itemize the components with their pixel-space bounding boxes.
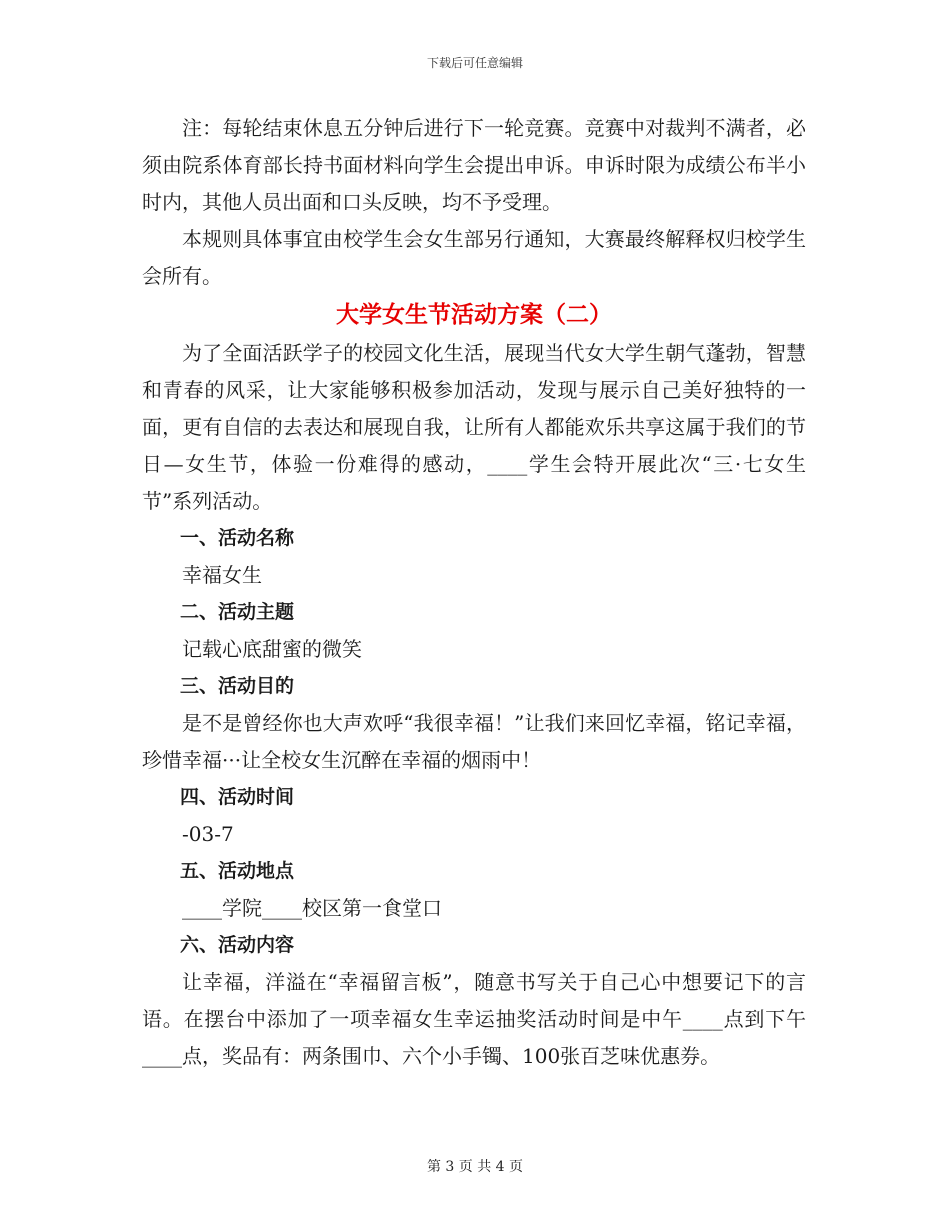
section-heading-purpose: 三、活动目的 [180,675,295,697]
section-body-location: ____学院____校区第一食堂口 [182,896,442,920]
section-heading-theme: 二、活动主题 [180,601,295,623]
header-note: 下载后可任意编辑 [426,56,523,70]
document-title: 大学女生节活动方案（二） [336,301,612,328]
section-heading-name: 一、活动名称 [180,527,295,549]
paragraph-intro: 为了全面活跃学子的校园文化生活，展现当代女大学生朝气蓬勃，智慧和青春的风采，让大家能够积极参加活动，发现与展示自己美好独特的一面，更有自信的去表达和展现自我，让所有人都能欢乐共享这属于我们的节日—女生节，体验一份难得的感动，____学生会特开展此次“三·七女生节”系列活动。 [142,341,806,513]
section-heading-content: 六、活动内容 [180,934,295,956]
section-body-name: 幸福女生 [182,563,262,587]
page-indicator: 第 3 页 共 4 页 [426,1159,524,1175]
section-body-time: -03-7 [182,822,234,846]
section-heading-time: 四、活动时间 [180,786,295,808]
section-body-content: 让幸福，洋溢在“幸福留言板”，随意书写关于自己心中想要记下的言语。在摆台中添加了一项幸福女生幸运抽奖活动时间是中午____点到下午____点，奖品有：两条围巾、六个小手镯、100张百芝味优惠券。 [142,970,806,1068]
section-heading-location: 五、活动地点 [180,860,295,882]
section-body-theme: 记载心底甜蜜的微笑 [182,637,362,661]
paragraph-rules-notice: 本规则具体事宜由校学生会女生部另行通知，大赛最终解释权归校学生会所有。 [142,227,806,288]
paragraph-note: 注：每轮结束休息五分钟后进行下一轮竞赛。竞赛中对裁判不满者，必须由院系体育部长持书面材料向学生会提出申诉。申诉时限为成绩公布半小时内，其他人员出面和口头反映，均不予受理。 [142,116,806,214]
document-body [142,110,806,1075]
section-body-purpose: 是不是曾经你也大声欢呼“我很幸福！”让我们来回忆幸福，铭记幸福，珍惜幸福···让全校女生沉醉在幸福的烟雨中！ [142,711,806,772]
